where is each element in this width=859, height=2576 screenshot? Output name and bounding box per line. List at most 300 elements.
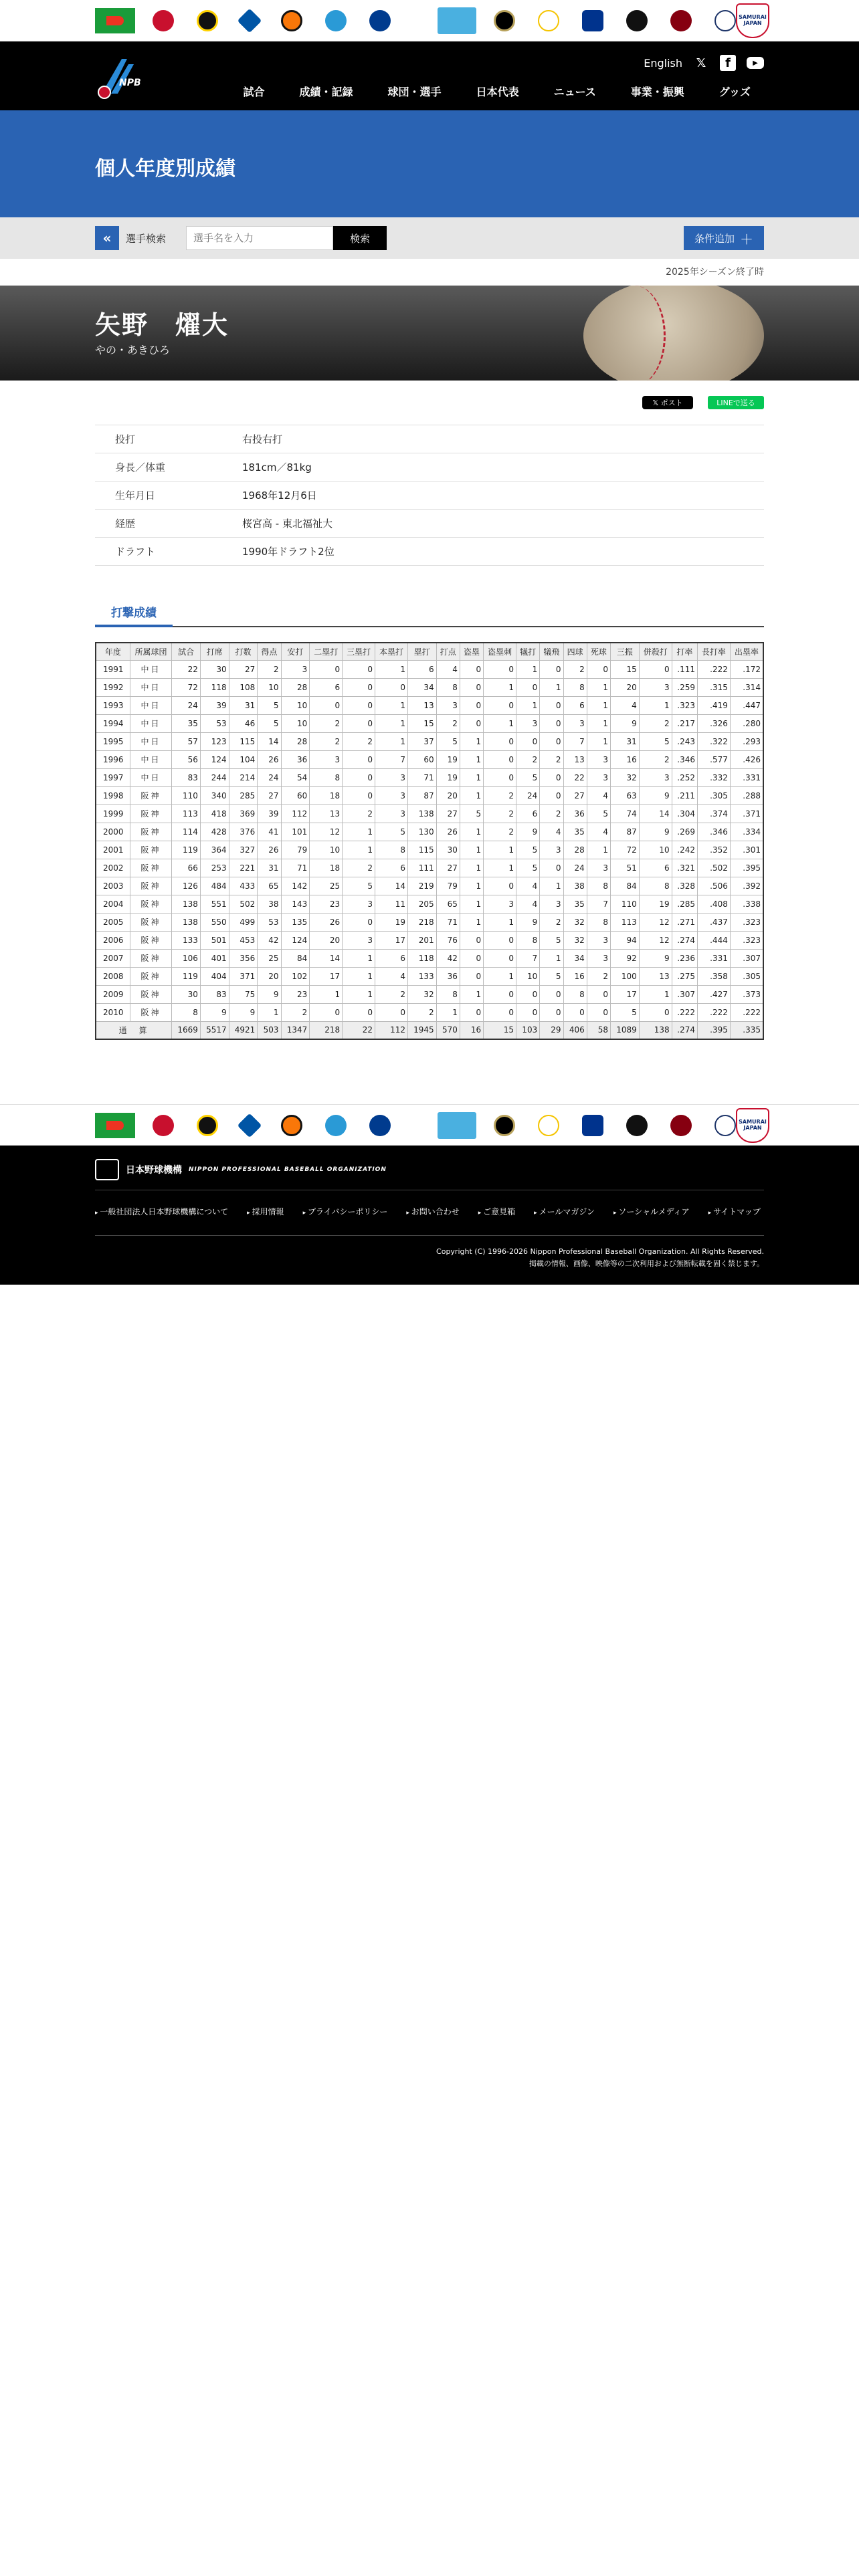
stat-cell: 0 bbox=[484, 985, 516, 1003]
stat-cell: 0 bbox=[310, 696, 343, 714]
table-row bbox=[96, 660, 763, 678]
stat-cell: 19 bbox=[639, 895, 672, 913]
tigers-logo[interactable] bbox=[197, 10, 218, 31]
stat-cell: 1 bbox=[540, 949, 563, 967]
year-cell: 2001 bbox=[96, 841, 130, 859]
stat-cell: 28 bbox=[563, 841, 587, 859]
total-cell: 1347 bbox=[281, 1021, 310, 1039]
stat-cell: 20 bbox=[436, 786, 460, 804]
stat-cell: .326 bbox=[697, 714, 730, 732]
stat-cell: 87 bbox=[407, 786, 436, 804]
team-cell: 阪神 bbox=[130, 895, 172, 913]
total-cell: .274 bbox=[672, 1021, 697, 1039]
stat-cell: 119 bbox=[172, 841, 201, 859]
column-header: 犠打 bbox=[516, 643, 540, 660]
stat-cell: 5 bbox=[516, 859, 540, 877]
stat-cell: 92 bbox=[611, 949, 640, 967]
stat-cell: 6 bbox=[407, 660, 436, 678]
stat-cell: 0 bbox=[460, 931, 483, 949]
stat-cell: 110 bbox=[611, 895, 640, 913]
stat-cell: 253 bbox=[200, 859, 229, 877]
column-header: 打率 bbox=[672, 643, 697, 660]
stat-cell: 2 bbox=[516, 750, 540, 768]
stat-cell: 76 bbox=[436, 931, 460, 949]
lions-logo[interactable] bbox=[714, 10, 736, 31]
stat-cell: .427 bbox=[697, 985, 730, 1003]
stat-cell: 218 bbox=[407, 913, 436, 931]
profile-row bbox=[95, 453, 764, 481]
nav-item[interactable]: ニュース bbox=[553, 86, 596, 98]
stat-cell: 1 bbox=[516, 696, 540, 714]
stat-cell: 0 bbox=[484, 750, 516, 768]
dragons-logo[interactable] bbox=[369, 10, 391, 31]
back-button[interactable] bbox=[95, 226, 119, 250]
stat-cell: 1 bbox=[587, 714, 610, 732]
copyright-text: Copyright (C) 1996-2026 Nippon Professional Baseball Organization. All Rights Reserved. bbox=[436, 1247, 764, 1256]
stat-cell: 0 bbox=[540, 985, 563, 1003]
stat-cell: 1 bbox=[436, 1003, 460, 1021]
stat-cell: 2 bbox=[258, 660, 281, 678]
stat-cell: 364 bbox=[200, 841, 229, 859]
nav-item[interactable]: 事業・振興 bbox=[630, 86, 684, 98]
stat-cell: 112 bbox=[281, 804, 310, 823]
table-row bbox=[96, 678, 763, 696]
stat-cell: 41 bbox=[258, 823, 281, 841]
stat-cell: 110 bbox=[172, 786, 201, 804]
footer-link[interactable]: ▸ ソーシャルメディア bbox=[613, 1206, 690, 1217]
stat-cell: 5 bbox=[258, 696, 281, 714]
stat-cell: 9 bbox=[516, 823, 540, 841]
total-cell: 16 bbox=[460, 1021, 483, 1039]
stat-cell: 32 bbox=[563, 913, 587, 931]
stat-cell: 54 bbox=[281, 768, 310, 786]
stat-cell: 0 bbox=[484, 696, 516, 714]
eagles-logo[interactable] bbox=[670, 1115, 692, 1136]
stat-cell: 5 bbox=[639, 732, 672, 750]
stat-cell: 0 bbox=[375, 678, 408, 696]
facebook-icon[interactable]: f bbox=[720, 55, 736, 71]
team-cell: 阪神 bbox=[130, 786, 172, 804]
stat-cell: 6 bbox=[375, 859, 408, 877]
hawks-logo[interactable] bbox=[538, 1115, 559, 1136]
stat-cell: 22 bbox=[563, 768, 587, 786]
stat-cell: 63 bbox=[611, 786, 640, 804]
year-cell: 1999 bbox=[96, 804, 130, 823]
stat-cell: 13 bbox=[310, 804, 343, 823]
stat-cell: 0 bbox=[460, 967, 483, 985]
section-title[interactable]: 打撃成績 bbox=[95, 603, 173, 627]
stat-cell: 6 bbox=[516, 804, 540, 823]
stat-cell: 1 bbox=[587, 696, 610, 714]
stat-cell: 0 bbox=[460, 678, 483, 696]
stat-cell: 6 bbox=[563, 696, 587, 714]
stat-cell: 138 bbox=[407, 804, 436, 823]
stat-cell: .304 bbox=[672, 804, 697, 823]
stat-cell: 9 bbox=[258, 985, 281, 1003]
site-header bbox=[0, 41, 859, 110]
stat-cell: 26 bbox=[436, 823, 460, 841]
nav-item[interactable]: 試合 bbox=[243, 86, 265, 98]
table-row bbox=[96, 786, 763, 804]
title-band bbox=[0, 110, 859, 217]
stat-cell: 72 bbox=[611, 841, 640, 859]
stat-cell: 2 bbox=[281, 1003, 310, 1021]
stat-cell: 15 bbox=[611, 660, 640, 678]
total-cell: 138 bbox=[639, 1021, 672, 1039]
year-cell: 2006 bbox=[96, 931, 130, 949]
nav-item[interactable]: 球団・選手 bbox=[387, 86, 442, 98]
stat-cell: 35 bbox=[563, 895, 587, 913]
pacific-league-logo[interactable] bbox=[438, 7, 476, 34]
profile-label: ドラフト bbox=[95, 538, 242, 566]
stat-cell: 12 bbox=[639, 913, 672, 931]
stat-cell: 0 bbox=[540, 859, 563, 877]
stat-cell: 18 bbox=[310, 859, 343, 877]
stat-cell: .307 bbox=[730, 949, 763, 967]
stat-cell: .252 bbox=[672, 768, 697, 786]
stat-cell: 3 bbox=[540, 841, 563, 859]
stat-cell: 0 bbox=[343, 750, 375, 768]
stat-cell: 14 bbox=[258, 732, 281, 750]
stat-cell: 1 bbox=[460, 786, 483, 804]
footer-logo[interactable] bbox=[95, 1159, 387, 1180]
carp-logo[interactable] bbox=[153, 1115, 174, 1136]
table-row bbox=[96, 859, 763, 877]
stat-cell: 12 bbox=[639, 931, 672, 949]
stat-cell: .577 bbox=[697, 750, 730, 768]
year-cell: 2008 bbox=[96, 967, 130, 985]
year-cell: 2010 bbox=[96, 1003, 130, 1021]
stat-cell: 5 bbox=[343, 877, 375, 895]
stat-cell: 404 bbox=[200, 967, 229, 985]
stat-cell: 13 bbox=[639, 967, 672, 985]
stat-cell: 2 bbox=[484, 786, 516, 804]
stat-cell: 83 bbox=[200, 985, 229, 1003]
samurai-japan-logo[interactable] bbox=[736, 3, 769, 38]
column-header: 盗塁刺 bbox=[484, 643, 516, 660]
player-search-input[interactable] bbox=[186, 226, 333, 250]
profile-value: 181cm／81kg bbox=[242, 453, 764, 481]
team-cell: 阪神 bbox=[130, 913, 172, 931]
stat-cell: 4 bbox=[516, 877, 540, 895]
stat-cell: 0 bbox=[484, 949, 516, 967]
stat-cell: 34 bbox=[407, 678, 436, 696]
stat-cell: .275 bbox=[672, 967, 697, 985]
stat-cell: 14 bbox=[375, 877, 408, 895]
stat-cell: 1 bbox=[540, 678, 563, 696]
stat-cell: 8 bbox=[563, 678, 587, 696]
year-cell: 2007 bbox=[96, 949, 130, 967]
stat-cell: 0 bbox=[343, 714, 375, 732]
stat-cell: .269 bbox=[672, 823, 697, 841]
stat-cell: 376 bbox=[229, 823, 258, 841]
column-header: 得点 bbox=[258, 643, 281, 660]
stat-cell: 2 bbox=[563, 660, 587, 678]
footer-team-logo-bar bbox=[0, 1104, 859, 1146]
nav-item[interactable]: 成績・記録 bbox=[299, 86, 353, 98]
stat-cell: 15 bbox=[407, 714, 436, 732]
stat-cell: .346 bbox=[697, 823, 730, 841]
footer-links bbox=[95, 1206, 761, 1217]
swallows-logo[interactable] bbox=[325, 1115, 347, 1136]
tigers-logo[interactable] bbox=[197, 1115, 218, 1136]
footer-link[interactable]: ▸ 採用情報 bbox=[247, 1206, 284, 1217]
team-logo-bar bbox=[0, 0, 859, 41]
profile-value: 桜宮高 - 東北福祉大 bbox=[242, 510, 764, 538]
stat-cell: 19 bbox=[436, 768, 460, 786]
stat-cell: 8 bbox=[436, 678, 460, 696]
stat-cell: 371 bbox=[229, 967, 258, 985]
stat-cell: 0 bbox=[343, 1003, 375, 1021]
stat-cell: 9 bbox=[516, 913, 540, 931]
stat-cell: .395 bbox=[730, 859, 763, 877]
total-cell: 1945 bbox=[407, 1021, 436, 1039]
stat-cell: 484 bbox=[200, 877, 229, 895]
stat-cell: 3 bbox=[587, 750, 610, 768]
team-cell: 阪神 bbox=[130, 841, 172, 859]
buffaloes-logo[interactable] bbox=[494, 1115, 515, 1136]
stat-cell: 9 bbox=[639, 823, 672, 841]
stat-cell: 9 bbox=[200, 1003, 229, 1021]
stat-cell: 3 bbox=[516, 714, 540, 732]
stat-cell: 113 bbox=[611, 913, 640, 931]
total-cell: 29 bbox=[540, 1021, 563, 1039]
total-cell: 1089 bbox=[611, 1021, 640, 1039]
stat-cell: .338 bbox=[730, 895, 763, 913]
total-cell: .335 bbox=[730, 1021, 763, 1039]
stat-cell: 4 bbox=[436, 660, 460, 678]
stat-cell: 0 bbox=[460, 660, 483, 678]
column-header: 所属球団 bbox=[130, 643, 172, 660]
hawks-logo[interactable] bbox=[538, 10, 559, 31]
stat-cell: 123 bbox=[200, 732, 229, 750]
x-post-button[interactable] bbox=[642, 396, 693, 409]
stat-cell: .323 bbox=[672, 696, 697, 714]
double-chevron-left-icon: « bbox=[102, 230, 112, 246]
central-teams bbox=[153, 1115, 391, 1136]
column-header: 塁打 bbox=[407, 643, 436, 660]
buffaloes-logo[interactable] bbox=[494, 10, 515, 31]
stat-cell: .358 bbox=[697, 967, 730, 985]
stat-cell: 5 bbox=[540, 931, 563, 949]
english-link[interactable]: English bbox=[644, 56, 682, 70]
stat-cell: 10 bbox=[516, 967, 540, 985]
baystars-logo[interactable] bbox=[237, 1113, 262, 1138]
year-cell: 2003 bbox=[96, 877, 130, 895]
swallows-logo[interactable] bbox=[325, 10, 347, 31]
stat-cell: .408 bbox=[697, 895, 730, 913]
youtube-icon[interactable]: ▶ bbox=[747, 57, 764, 69]
footer-link[interactable]: ▸ ご意見箱 bbox=[478, 1206, 515, 1217]
column-header: 三振 bbox=[611, 643, 640, 660]
header-links bbox=[644, 55, 764, 71]
stat-cell: 8 bbox=[587, 913, 610, 931]
search-bar bbox=[0, 217, 859, 259]
search-button[interactable]: 検索 bbox=[333, 226, 387, 250]
stat-cell: 1 bbox=[460, 913, 483, 931]
stat-cell: 2 bbox=[540, 804, 563, 823]
year-cell: 2000 bbox=[96, 823, 130, 841]
stat-cell: 42 bbox=[436, 949, 460, 967]
stat-cell: 14 bbox=[310, 949, 343, 967]
team-cell: 中日 bbox=[130, 750, 172, 768]
stat-cell: 2 bbox=[484, 804, 516, 823]
stat-cell: 24 bbox=[172, 696, 201, 714]
column-header: 打点 bbox=[436, 643, 460, 660]
stat-cell: 27 bbox=[258, 786, 281, 804]
stat-cell: 118 bbox=[200, 678, 229, 696]
lions-logo[interactable] bbox=[714, 1115, 736, 1136]
year-cell: 1998 bbox=[96, 786, 130, 804]
stat-cell: 5 bbox=[587, 804, 610, 823]
giants-logo[interactable] bbox=[281, 10, 302, 31]
stat-cell: 0 bbox=[484, 660, 516, 678]
giants-logo[interactable] bbox=[281, 1115, 302, 1136]
profile-label: 身長／体重 bbox=[95, 453, 242, 481]
stat-cell: 1 bbox=[375, 714, 408, 732]
stat-cell: 5 bbox=[460, 804, 483, 823]
stat-cell: 106 bbox=[172, 949, 201, 967]
dragons-logo[interactable] bbox=[369, 1115, 391, 1136]
stat-cell: 8 bbox=[172, 1003, 201, 1021]
column-header: 年度 bbox=[96, 643, 130, 660]
stat-cell: 53 bbox=[258, 913, 281, 931]
stat-cell: 0 bbox=[484, 1003, 516, 1021]
footer-link[interactable]: ▸ 一般社団法人日本野球機構について bbox=[95, 1206, 228, 1217]
fighters-logo[interactable] bbox=[582, 10, 603, 31]
nav-item[interactable]: 日本代表 bbox=[476, 86, 519, 98]
profile-row bbox=[95, 425, 764, 453]
stat-cell: 1 bbox=[484, 714, 516, 732]
stat-cell: 60 bbox=[281, 786, 310, 804]
copyright bbox=[436, 1246, 764, 1269]
stat-cell: 8 bbox=[375, 841, 408, 859]
stat-cell: 0 bbox=[460, 696, 483, 714]
eagles-logo[interactable] bbox=[670, 10, 692, 31]
stat-cell: 71 bbox=[407, 768, 436, 786]
stat-cell: 214 bbox=[229, 768, 258, 786]
stat-cell: .315 bbox=[697, 678, 730, 696]
stat-cell: 550 bbox=[200, 913, 229, 931]
stat-cell: .322 bbox=[697, 732, 730, 750]
x-icon[interactable]: 𝕏 bbox=[696, 56, 706, 70]
pacific-league-logo[interactable] bbox=[438, 1112, 476, 1139]
stat-cell: 9 bbox=[229, 1003, 258, 1021]
team-cell: 中日 bbox=[130, 696, 172, 714]
stat-cell: 0 bbox=[484, 931, 516, 949]
column-header: 長打率 bbox=[697, 643, 730, 660]
npb-mark-icon bbox=[95, 1159, 119, 1180]
stat-cell: 19 bbox=[375, 913, 408, 931]
year-cell: 2009 bbox=[96, 985, 130, 1003]
total-cell: 58 bbox=[587, 1021, 610, 1039]
stat-cell: 115 bbox=[407, 841, 436, 859]
stat-cell: 4 bbox=[375, 967, 408, 985]
stat-cell: 5 bbox=[540, 967, 563, 985]
nav-item[interactable]: グッズ bbox=[719, 86, 751, 98]
stat-cell: 19 bbox=[436, 750, 460, 768]
stat-cell: 0 bbox=[343, 913, 375, 931]
npb-logo[interactable] bbox=[95, 55, 153, 100]
pacific-teams bbox=[494, 10, 736, 31]
stat-cell: 1 bbox=[343, 841, 375, 859]
stat-cell: 8 bbox=[310, 768, 343, 786]
team-cell: 阪神 bbox=[130, 985, 172, 1003]
year-cell: 1997 bbox=[96, 768, 130, 786]
stat-cell: 1 bbox=[460, 895, 483, 913]
footer-link[interactable]: ▸ お問い合わせ bbox=[406, 1206, 459, 1217]
stat-cell: 8 bbox=[563, 985, 587, 1003]
team-cell: 中日 bbox=[130, 678, 172, 696]
baystars-logo[interactable] bbox=[237, 9, 262, 33]
add-condition-button[interactable] bbox=[684, 226, 764, 250]
stat-cell: 9 bbox=[639, 786, 672, 804]
stat-cell: 38 bbox=[258, 895, 281, 913]
stat-cell: 433 bbox=[229, 877, 258, 895]
stat-cell: 18 bbox=[310, 786, 343, 804]
stat-cell: 2 bbox=[639, 750, 672, 768]
year-cell: 1995 bbox=[96, 732, 130, 750]
column-header: 打数 bbox=[229, 643, 258, 660]
stat-cell: 113 bbox=[172, 804, 201, 823]
stat-cell: 327 bbox=[229, 841, 258, 859]
fighters-logo[interactable] bbox=[582, 1115, 603, 1136]
stat-cell: 3 bbox=[587, 931, 610, 949]
stat-cell: 36 bbox=[281, 750, 310, 768]
column-header: 本塁打 bbox=[375, 643, 408, 660]
year-cell: 2002 bbox=[96, 859, 130, 877]
team-cell: 阪神 bbox=[130, 877, 172, 895]
site-footer bbox=[0, 1146, 859, 1285]
stat-cell: 1 bbox=[587, 841, 610, 859]
team-cell: 阪神 bbox=[130, 823, 172, 841]
stat-cell: 0 bbox=[587, 985, 610, 1003]
stat-cell: .307 bbox=[672, 985, 697, 1003]
stat-cell: 1 bbox=[639, 985, 672, 1003]
stat-cell: 30 bbox=[436, 841, 460, 859]
stat-cell: 1 bbox=[484, 841, 516, 859]
carp-logo[interactable] bbox=[153, 10, 174, 31]
stat-cell: 1 bbox=[460, 985, 483, 1003]
stat-cell: 3 bbox=[281, 660, 310, 678]
central-league-logo[interactable] bbox=[95, 8, 135, 33]
stat-cell: 0 bbox=[484, 768, 516, 786]
stat-cell: .437 bbox=[697, 913, 730, 931]
stat-cell: 7 bbox=[375, 750, 408, 768]
stat-cell: 0 bbox=[310, 1003, 343, 1021]
line-share-button[interactable]: LINEで送る bbox=[708, 396, 764, 409]
stat-cell: 2 bbox=[587, 967, 610, 985]
samurai-japan-logo[interactable] bbox=[736, 1108, 769, 1143]
footer-link[interactable]: ▸ サイトマップ bbox=[708, 1206, 761, 1217]
footer-link[interactable]: ▸ プライバシーポリシー bbox=[303, 1206, 388, 1217]
column-header: 盗塁 bbox=[460, 643, 483, 660]
team-cell: 中日 bbox=[130, 660, 172, 678]
central-league-logo[interactable] bbox=[95, 1113, 135, 1138]
stat-cell: 60 bbox=[407, 750, 436, 768]
stat-cell: 1 bbox=[460, 750, 483, 768]
stat-cell: 17 bbox=[611, 985, 640, 1003]
footer-link[interactable]: ▸ メールマガジン bbox=[534, 1206, 595, 1217]
stat-cell: .305 bbox=[697, 786, 730, 804]
marines-logo[interactable] bbox=[626, 1115, 648, 1136]
stat-cell: 0 bbox=[460, 949, 483, 967]
x-post-label: ポスト bbox=[660, 399, 683, 407]
baseball-image bbox=[583, 286, 764, 381]
stat-cell: .211 bbox=[672, 786, 697, 804]
column-header: 四球 bbox=[563, 643, 587, 660]
marines-logo[interactable] bbox=[626, 10, 648, 31]
